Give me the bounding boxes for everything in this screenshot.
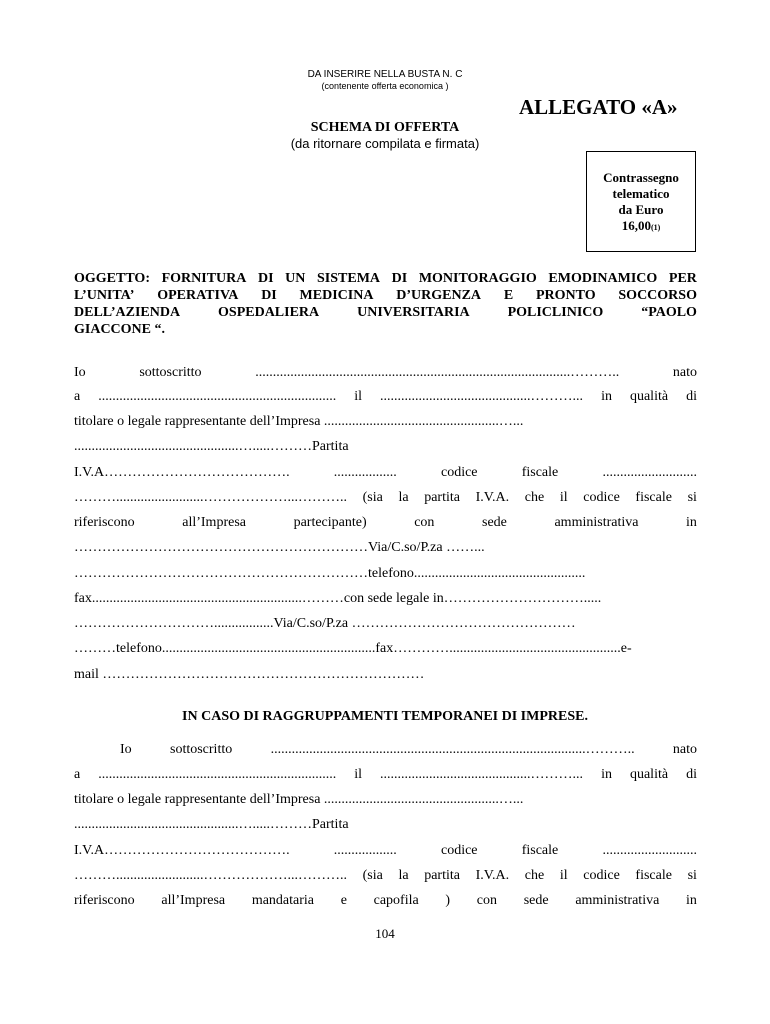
word: partita: [424, 868, 460, 883]
word: MONITORAGGIO: [418, 271, 537, 286]
word: SISTEMA: [317, 271, 381, 286]
word: PER: [668, 271, 697, 286]
word: fiscale: [521, 465, 559, 480]
word: in: [601, 767, 612, 782]
word: I.V.A………………………………….: [74, 465, 290, 480]
s2-line-4: ...............................................….....………Partita: [74, 817, 349, 832]
word: ....................................................................: [98, 389, 337, 404]
word: si: [687, 490, 697, 505]
oggetto-line-4: GIACCONE “.: [74, 322, 166, 337]
word: DI: [257, 271, 274, 286]
s2-line-3: titolare o legale rappresentante dell’Impresa ..................................................…...: [74, 792, 524, 807]
word: mandataria: [251, 893, 314, 908]
word: EMODINAMICO: [548, 271, 658, 286]
word: il: [559, 868, 568, 883]
s1-line-8: ………………………………………………………Via/C.so/P.za ……...: [74, 540, 485, 555]
word: amministrativa: [575, 893, 660, 908]
word: nato: [672, 742, 697, 757]
s2-line-6: [74, 868, 697, 884]
word: OGGETTO:: [74, 271, 150, 286]
schema-subtitle: (da ritornare compilata e firmata): [290, 136, 480, 151]
word: codice: [440, 843, 478, 858]
word: sottoscritto: [170, 742, 233, 757]
word: che: [524, 868, 545, 883]
stamp-line-2: telematico: [612, 186, 670, 201]
word: PRONTO: [535, 288, 596, 303]
stamp-box: [586, 151, 696, 252]
word: DI: [261, 288, 277, 303]
word: ……….........................………………...………..: [74, 868, 347, 883]
s1-line-1: [74, 365, 697, 381]
word: D’URGENZA: [396, 288, 482, 303]
word: di: [686, 767, 697, 782]
oggetto-line-2: [74, 288, 697, 304]
word: codice: [440, 465, 478, 480]
stamp-footnote: (1): [650, 223, 661, 232]
word: sottoscritto: [139, 365, 202, 380]
word: fiscale: [521, 843, 559, 858]
word: amministrativa: [554, 515, 639, 530]
stamp-amount-line: [587, 218, 695, 236]
s1-line-7: [74, 515, 697, 531]
word: codice: [583, 868, 620, 883]
word: L’UNITA’: [74, 288, 135, 303]
word: Io: [120, 742, 132, 757]
word: ..........................................................................................………..: [255, 365, 620, 380]
word: di: [686, 389, 697, 404]
word: all’Impresa: [182, 515, 246, 530]
s1-line-13: mail ……………………………………………………………: [74, 667, 425, 682]
s1-line-9: ………………………………………………………telefono.................................................: [74, 566, 586, 581]
s1-line-6: [74, 490, 697, 506]
word: ..........................................................................................………..: [270, 742, 635, 757]
word: OSPEDALIERA: [218, 305, 320, 320]
word: in: [686, 893, 697, 908]
word: in: [686, 515, 697, 530]
word: fiscale: [635, 490, 672, 505]
word: (sia: [362, 490, 383, 505]
word: riferiscono: [74, 893, 135, 908]
word: ...........................................………...: [380, 767, 584, 782]
word: nato: [672, 365, 697, 380]
word: fiscale: [635, 868, 672, 883]
word: ): [445, 893, 451, 908]
word: la: [398, 868, 409, 883]
allegato-title: ALLEGATO «A»: [519, 95, 678, 119]
word: I.V.A.: [475, 490, 510, 505]
word: il: [354, 767, 363, 782]
word: ...........................: [602, 843, 697, 858]
word: UNIVERSITARIA: [357, 305, 470, 320]
word: qualità: [629, 767, 669, 782]
word: a: [74, 389, 81, 404]
word: MEDICINA: [299, 288, 374, 303]
rti-heading: IN CASO DI RAGGRUPPAMENTI TEMPORANEI DI IMPRESE.: [182, 709, 588, 724]
word: sede: [523, 893, 549, 908]
stamp-line-1: Contrassegno: [603, 170, 679, 185]
word: codice: [583, 490, 620, 505]
word: Io: [74, 365, 86, 380]
busta-label: DA INSERIRE NELLA BUSTA N. C: [307, 69, 463, 80]
word: il: [354, 389, 363, 404]
s2-line-2: [74, 767, 697, 783]
word: DI: [391, 271, 408, 286]
stamp-amount: 16,00: [621, 218, 651, 233]
schema-title: SCHEMA DI OFFERTA: [310, 120, 460, 135]
word: FORNITURA: [161, 271, 247, 286]
word: ....................................................................: [98, 767, 337, 782]
word: a: [74, 767, 81, 782]
s2-line-1: [120, 742, 697, 758]
word: SOCCORSO: [618, 288, 697, 303]
word: partecipante): [293, 515, 367, 530]
word: “PAOLO: [641, 305, 697, 320]
word: partita: [424, 490, 460, 505]
word: ...........................................………...: [380, 389, 584, 404]
s1-line-12: ………telefono.............................................................fax………….................................................e-: [74, 641, 632, 656]
word: ..................: [333, 465, 397, 480]
s1-line-5: [74, 465, 697, 481]
s1-line-11: ………………………….................Via/C.so/P.za …………………………………………: [74, 616, 576, 631]
word: UN: [285, 271, 306, 286]
word: la: [398, 490, 409, 505]
word: che: [524, 490, 545, 505]
word: ...........................: [602, 465, 697, 480]
word: E: [503, 288, 514, 303]
word: all’Impresa: [161, 893, 226, 908]
word: ..................: [333, 843, 397, 858]
word: sede: [482, 515, 507, 530]
s1-line-2: [74, 389, 697, 405]
s2-line-5: [74, 843, 697, 859]
word: il: [559, 490, 568, 505]
word: capofila: [373, 893, 419, 908]
page-number: 104: [375, 926, 395, 941]
word: I.V.A………………………………….: [74, 843, 290, 858]
word: riferiscono: [74, 515, 135, 530]
word: I.V.A.: [475, 868, 510, 883]
word: DELL’AZIENDA: [74, 305, 181, 320]
word: (sia: [362, 868, 383, 883]
word: con: [414, 515, 435, 530]
word: e: [340, 893, 347, 908]
stamp-line-3: da Euro: [618, 202, 664, 217]
s1-line-4: ...............................................….....………Partita: [74, 439, 349, 454]
busta-note: (contenente offerta economica ): [321, 81, 449, 91]
oggetto-line-1: [74, 271, 697, 287]
word: OPERATIVA: [157, 288, 239, 303]
word: ……….........................………………...………..: [74, 490, 347, 505]
word: qualità: [629, 389, 669, 404]
s1-line-10: fax............................................................………con sede legale in………………………….....: [74, 591, 602, 606]
word: POLICLINICO: [507, 305, 604, 320]
word: con: [476, 893, 498, 908]
s2-line-7: [74, 893, 697, 909]
oggetto-line-3: [74, 305, 697, 321]
word: si: [687, 868, 697, 883]
s1-line-3: titolare o legale rappresentante dell’Impresa ..................................................…...: [74, 414, 524, 429]
word: in: [601, 389, 612, 404]
